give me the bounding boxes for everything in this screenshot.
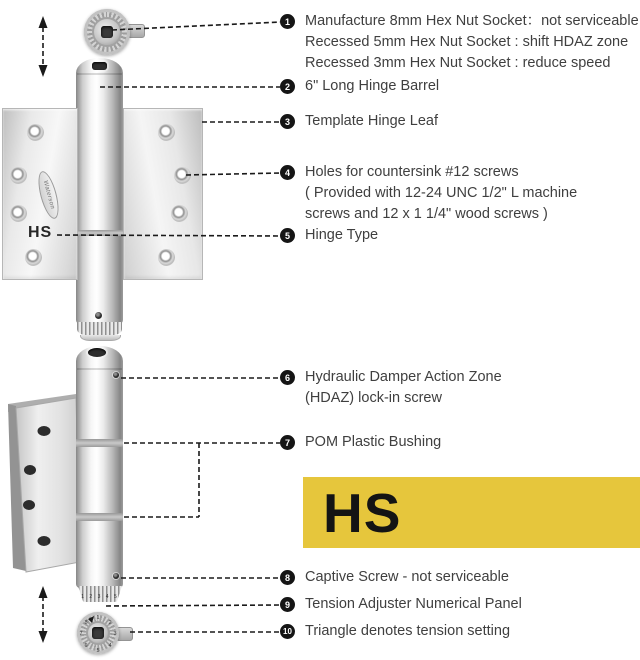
- callout-text: Hinge Type: [305, 227, 379, 243]
- brand-label: Waterson: [41, 179, 56, 211]
- hex-socket-icon: [101, 26, 113, 38]
- screw-hole: [171, 205, 188, 222]
- hex-socket-icon: [92, 62, 107, 70]
- callout-2: [280, 76, 439, 97]
- callout-text: (HDAZ) lock-in screw: [305, 390, 442, 406]
- hdaz-lockin-screw-icon: [113, 372, 119, 378]
- svg-text:6: 6: [84, 643, 88, 649]
- callout-badge-7: 7: [280, 435, 295, 450]
- callout-8: [280, 567, 509, 588]
- screw-hole: [27, 124, 44, 141]
- callout-badge-3: 3: [280, 114, 295, 129]
- callout-badge-2: 2: [280, 79, 295, 94]
- callout-text: 6" Long Hinge Barrel: [305, 78, 440, 94]
- callout-7: [280, 432, 441, 453]
- callout-text: screws and 12 x 1 1/4" wood screws ): [305, 206, 548, 222]
- barrel-rim: [77, 73, 122, 75]
- callout-6: [280, 367, 502, 409]
- hinge-barrel-bottom: [76, 346, 123, 588]
- callout-text: POM Plastic Bushing: [305, 434, 442, 450]
- screw-hole: [158, 249, 175, 266]
- svg-text:1: 1: [96, 615, 100, 621]
- svg-text:5: 5: [96, 648, 100, 654]
- callout-1: [280, 11, 639, 74]
- callout-4: [280, 162, 577, 225]
- callout-text: Hydraulic Damper Action Zone: [305, 369, 502, 385]
- callout-badge-6: 6: [280, 370, 295, 385]
- svg-text:2: 2: [108, 620, 112, 626]
- screw-hole: [10, 167, 27, 184]
- callout-3: [280, 111, 438, 132]
- barrel-rim: [77, 368, 122, 370]
- callout-5: [280, 225, 378, 246]
- callout-badge-9: 9: [280, 597, 295, 612]
- tension-numeric-panel: [78, 586, 122, 602]
- callout-9: [280, 594, 522, 615]
- callout-badge-8: 8: [280, 570, 295, 585]
- callout-badge-1: 1: [280, 14, 295, 29]
- hinge-type-stamp: HS: [28, 224, 53, 241]
- callout-badge-10: 10: [280, 624, 295, 639]
- callout-text: Captive Screw - not serviceable: [305, 569, 509, 585]
- barrel-seam: [76, 230, 123, 236]
- screw-hole: [174, 167, 191, 184]
- svg-text:3: 3: [113, 631, 117, 637]
- panel-numbers: 1 2 3 4 5: [81, 594, 119, 600]
- callout-text: Holes for countersink #12 screws: [305, 164, 519, 180]
- callout-10: [280, 621, 510, 642]
- callout-text: Manufacture 8mm Hex Nut Socket：not serviceable: [305, 13, 639, 29]
- svg-text:8: 8: [84, 620, 88, 626]
- callout-text: ( Provided with 12-24 UNC 1/2" L machine: [305, 185, 578, 201]
- barrel-base: [80, 335, 121, 341]
- screw-hole: [10, 205, 27, 222]
- hex-socket-icon: [92, 627, 104, 639]
- captive-screw-icon: [95, 312, 102, 319]
- callout-text: Tension Adjuster Numerical Panel: [305, 596, 522, 612]
- callout-badge-5: 5: [280, 228, 295, 243]
- hinge-type-banner: [303, 477, 640, 548]
- pom-bushing-band: [76, 439, 123, 447]
- callout-text: Triangle denotes tension setting: [305, 623, 511, 639]
- hex-socket-icon: [88, 348, 106, 357]
- svg-text:4: 4: [108, 643, 112, 649]
- callout-text: Template Hinge Leaf: [305, 113, 438, 129]
- screw-hole: [25, 249, 42, 266]
- tension-ring: [77, 322, 122, 335]
- banner-label: HS: [323, 481, 402, 544]
- callout-text: Recessed 3mm Hex Nut Socket : reduce speed: [305, 55, 611, 71]
- pom-bushing-band: [76, 513, 123, 521]
- captive-screw-icon: [113, 573, 119, 579]
- callout-text: Recessed 5mm Hex Nut Socket : shift HDAZ zone: [305, 34, 629, 50]
- callout-badge-4: 4: [280, 165, 295, 180]
- hinge-barrel-top: [76, 58, 123, 324]
- svg-text:7: 7: [79, 631, 83, 637]
- screw-hole: [158, 124, 175, 141]
